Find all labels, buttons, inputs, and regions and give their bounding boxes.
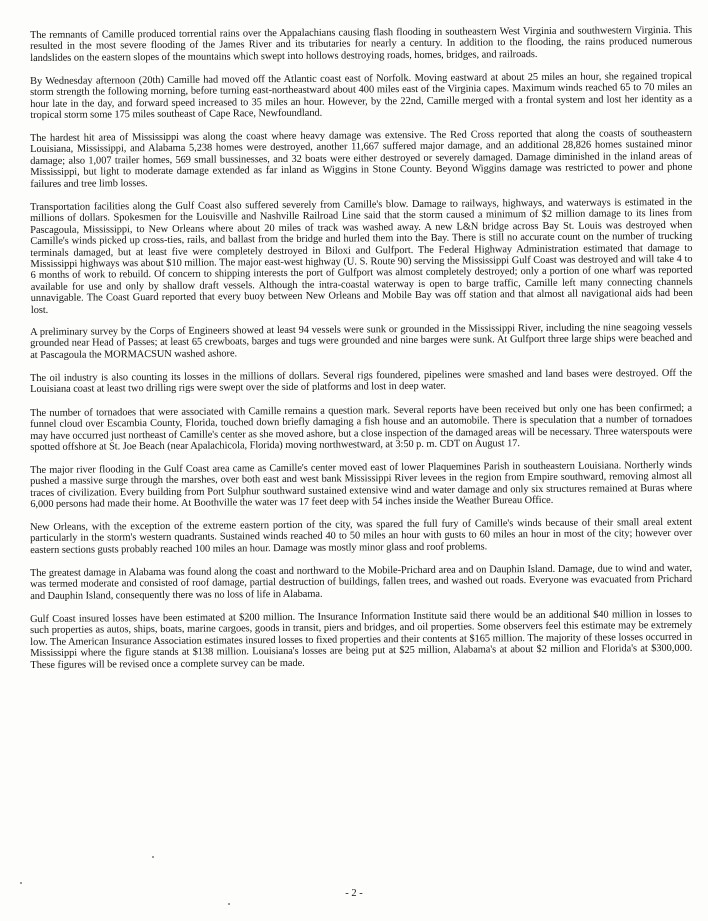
paragraph-mississippi-damage: The hardest hit area of Mississippi was along the coast where heavy damage was extensive. The Red Cross reported that along the coasts of southeastern Louisiana, Mississippi, and Alabama 5,238 homes were destroyed, another 11,667 suffered major damage, and an additional 28,826 homes sustained minor damage; also 1,007 trailer homes, 569 small bussinesses, and 32 boats were either destroyed or severely damaged. Damage diminished in the inland areas of Mississippi, but light to moderate damage extended as far inland as Wiggins in Stone County. Beyond Wiggins damage was restricted to power and phone failures and tree limb losses.: [30, 127, 693, 190]
paragraph-insured-losses: Gulf Coast insured losses have been estimated at $200 million. The Insurance Information Institute said there would be an additional $40 million in losses to such properties as autos, ships, boats, marine cargoes, goods in transit, piers and bridges, and oil properties. Some observers feel this estimate may be extremely low. The American Insurance Association estimates insured losses to fixed properties and their contents at $165 million. The majority of these losses occurred in Mississippi where the figure stands at $138 million. Louisiana's losses are being put at $25 million, Alabama's at about $2 million and Florida's at $300,000. These figures will be revised once a complete survey can be made.: [30, 608, 693, 671]
paragraph-new-orleans: New Orleans, with the exception of the extreme eastern portion of the city, was spared the full fury of Camille's winds because of their small areal extent particularly in the storm's western quadrants. Sustained winds reached 40 to 50 miles an hour with gusts to 60 miles an hour in most of the city; however over eastern sections gusts probably reached 100 miles an hour. Damage was mostly minor glass and roof problems.: [30, 516, 693, 556]
scan-speck: [152, 856, 154, 858]
paragraph-vessel-survey: A preliminary survey by the Corps of Engineers showed at least 94 vessels were sunk or grounded in the Mississippi River, including the nine seagoing vessels grounded near Head of Passes; at least 65 crewboats, barges and tugs were grounded and nine barges were sunk. At Gulfport three large ships were beached and at Pascagoula the MORMACSUN washed ashore.: [30, 322, 693, 362]
paragraph-transportation-damage: Transportation facilities along the Gulf Coast also suffered severely from Camille's blow. Damage to railways, highways, and waterways is estimated in the millions of dollars. Spokesmen for the Louisville and Nashville Railroad Line said that the storm caused a minimum of $2 million damage to its lines from Pascagoula, Mississippi, to New Orleans where about 20 miles of track was washed away. A new L&N bridge across Bay St. Louis was destroyed when Camille's winds picked up cross-ties, rails, and ballast from the bridge and hurled them into the Bay. There is still no accurate count on the number of trucking terminals damaged, but at least five were completely destroyed in Biloxi and Gulfport. The Federal Highway Administration estimated that damage to Mississippi highways was about $10 million. The major east-west highway (U. S. Route 90) serving the Mississippi Gulf Coast was destroyed and will take 4 to 6 months of work to rebuild. Of concern to shipping interests the port of Gulfport was almost completely destroyed; only a portion of one wharf was reported available for use and only by shallow draft vessels. Although the intra-coastal waterway is open to barge traffic, Camille left many connecting channels unnavigable. The Coast Guard reported that every buoy between New Orleans and Mobile Bay was off station and that almost all navigational aids had been lost.: [30, 196, 693, 316]
paragraph-camille-remnants-flooding: The remnants of Camille produced torrential rains over the Appalachians causing flash flooding in southeastern West Virginia and southwestern Virginia. This resulted in the most severe flooding of the James River and its tributaries for nearly a century. In addition to the flooding, the rains produced numerous landslides on the eastern slopes of the mountains which swept into hollows destroying roads, homes, bridges, and railroads.: [30, 24, 693, 64]
paragraph-camille-atlantic-track: By Wednesday afternoon (20th) Camille had moved off the Atlantic coast east of Norfolk. Moving eastward at about 25 miles an hour, she regained tropical storm strength the following morning, before turning east-northeastward about 400 miles east of the Virginia capes. Maximum winds reached 65 to 70 miles an hour late in the day, and forward speed increased to 35 miles an hour. However, by the 22nd, Camille merged with a frontal system and lost her identity as a tropical storm some 175 miles southeast of Cape Race, Newfoundland.: [30, 70, 693, 122]
paragraph-oil-industry: The oil industry is also counting its losses in the millions of dollars. Several rigs foundered, pipelines were smashed and land bases were destroyed. Off the Louisiana coast at least two drilling rigs were swept over the side of platforms and lost in deep water.: [30, 367, 693, 396]
scan-speck: [20, 882, 22, 884]
paragraph-alabama-damage: The greatest damage in Alabama was found along the coast and northward to the Mobile-Prichard area and on Dauphin Island. Damage, due to wind and water, was termed moderate and consisted of roof damage, partial destruction of buildings, fallen trees, and washed out roads. Everyone was evacuated from Prichard and Dauphin Island, consequently there was no loss of life in Alabama.: [30, 562, 693, 602]
scan-speck: [228, 903, 230, 905]
document-body: [30, 24, 693, 682]
paragraph-tornadoes: The number of tornadoes that were associated with Camille remains a question mark. Several reports have been received but only one has been confirmed; a funnel cloud over Escambia County, Florida, touched down briefly damaging a fish house and an automobile. There is speculation that a number of tornadoes may have occurred just northeast of Camille's center as she moved ashore, but a close inspection of the damaged areas will be necessary. Three waterspouts were spotted offshore at St. Joe Beach (near Apalachicola, Florida) moving northwestward, at 3:50 p. m. CDT on August 17.: [30, 402, 693, 453]
page-number: - 2 -: [345, 888, 363, 899]
paragraph-river-flooding: The major river flooding in the Gulf Coast area came as Camille's center moved east of lower Plaquemines Parish in southeastern Louisiana. Northerly winds pushed a massive surge through the marshes, over both east and west bank Mississippi River levees in the region from Empire southward, removing almost all traces of civilization. Every building from Port Sulphur southward sustained extensive wind and water damage and only six structures remained at Buras where 6,000 persons had made their home. At Boothville the water was 17 feet deep with 54 inches inside the Weather Bureau Office.: [30, 459, 693, 510]
